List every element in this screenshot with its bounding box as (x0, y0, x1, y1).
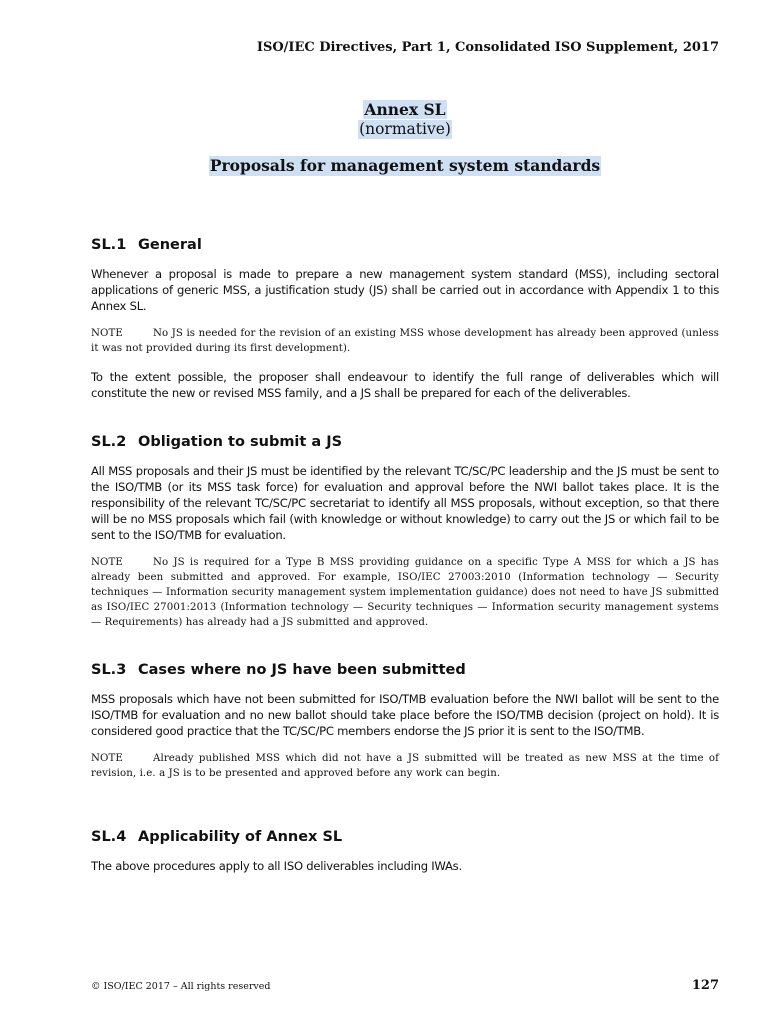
section-title: Obligation to submit a JS (138, 434, 343, 450)
section-sl2 (91, 434, 719, 630)
footer-copyright: © ISO/IEC 2017 – All rights reserved (91, 981, 271, 992)
paragraph: MSS proposals which have not been submitted for ISO/TMB evaluation before the NWI ballot will be sent to the ISO/TMB for evaluation and no new ballot should take place before the ISO/TMB decision (project on hold). It is considered good practice that the TC/SC/PC members endorse the JS prior it is sent to the ISO/TMB. (91, 692, 719, 738)
note (91, 751, 719, 781)
paragraph: All MSS proposals and their JS must be identified by the relevant TC/SC/PC leadership and the JS must be sent to the ISO/TMB (or its MSS task force) for evaluation and approval before the NWI ballot takes place. It is the responsibility of the relevant TC/SC/PC secretariat to identify all MSS proposals, without exception, so that there will be no MSS proposals which fail (with knowledge or without knowledge) to carry out the JS or which fail to be sent to the ISO/TMB for evaluation. (91, 464, 719, 542)
running-header: ISO/IEC Directives, Part 1, Consolidated ISO Supplement, 2017 (256, 40, 719, 55)
note (91, 555, 719, 630)
annex-title-block (91, 100, 719, 176)
annex-heading: Proposals for management system standards (209, 156, 601, 175)
note-text: No JS is needed for the revision of an existing MSS whose development has already been approved (unless it was not provided during its first development). (91, 328, 719, 354)
section-title: Cases where no JS have been submitted (138, 662, 466, 678)
section-sl4 (91, 829, 719, 874)
note-label: NOTE (91, 753, 123, 764)
note-label: NOTE (91, 328, 123, 339)
document-page (91, 0, 719, 1024)
note-text: Already published MSS which did not have a JS submitted will be treated as new MSS at the time of revision, i.e. a JS is to be presented and approved before any work can begin. (91, 753, 719, 779)
section-number: SL.2 (91, 434, 127, 450)
paragraph: To the extent possible, the proposer shall endeavour to identify the full range of deliverables which will constitute the new or revised MSS family, and a JS shall be prepared for each of the deliverables. (91, 370, 719, 400)
section-heading (91, 434, 719, 450)
section-sl3 (91, 662, 719, 781)
note (91, 326, 719, 356)
annex-title: Annex SL (364, 100, 446, 119)
section-heading (91, 829, 719, 845)
section-title: General (138, 237, 202, 253)
section-heading (91, 662, 719, 678)
page-number: 127 (691, 978, 719, 993)
section-number: SL.4 (91, 829, 127, 845)
section-number: SL.3 (91, 662, 127, 678)
paragraph: Whenever a proposal is made to prepare a new management system standard (MSS), including sectoral applications of generic MSS, a justification study (JS) shall be carried out in accordance with Appendix 1 to this Annex SL. (91, 267, 719, 313)
annex-subtitle: (normative) (359, 120, 451, 138)
section-title: Applicability of Annex SL (138, 829, 343, 845)
note-text: No JS is required for a Type B MSS providing guidance on a specific Type A MSS for which a JS has already been submitted and approved. For example, ISO/IEC 27003:2010 (Information technology — Security techniques — Information security management system implementation guidance) does not need to have JS submitted as ISO/IEC 27001:2013 (Information technology — Security techniques — Information security management systems — Requirements) has already had a JS submitted and approved. (91, 557, 719, 628)
paragraph: The above procedures apply to all ISO deliverables including IWAs. (91, 859, 462, 873)
note-label: NOTE (91, 557, 123, 568)
section-number: SL.1 (91, 237, 127, 253)
section-heading (91, 237, 719, 253)
section-sl1 (91, 237, 719, 401)
